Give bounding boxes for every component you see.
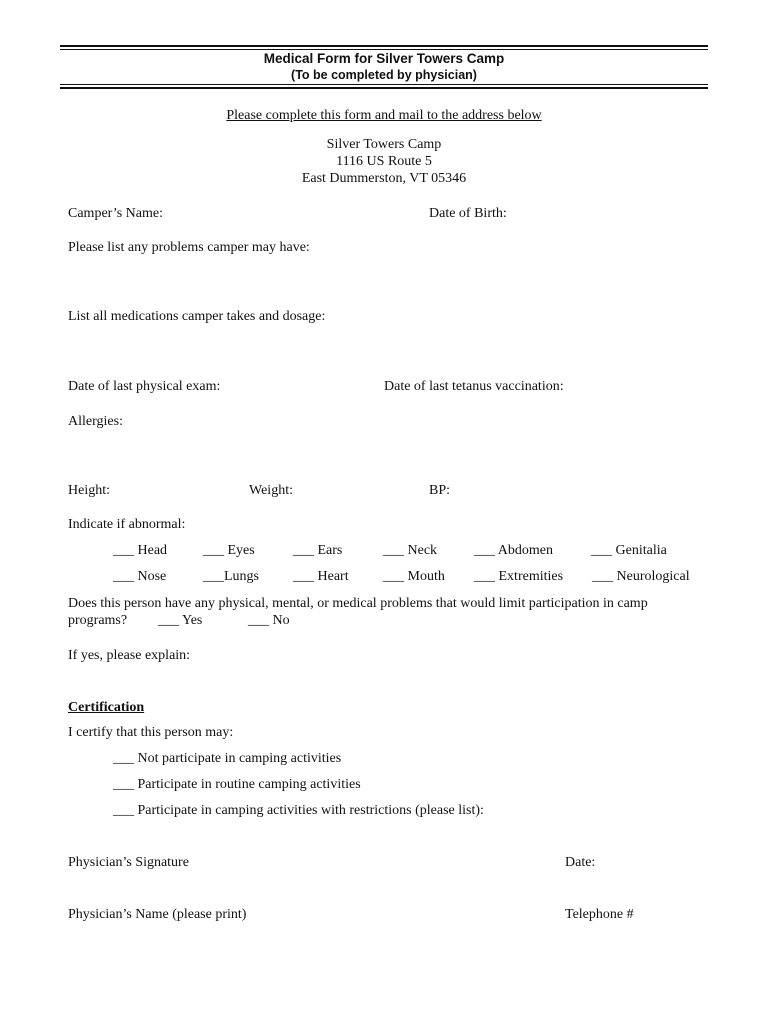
certification-option-3: ___ Participate in camping activities with restrictions (please list): [113, 803, 484, 818]
header-rule-top-1 [60, 45, 708, 47]
abnormal-neck: ___ Neck [383, 543, 438, 558]
medications-label: List all medications camper takes and dosage: [68, 309, 326, 324]
abnormal-lungs: ___Lungs [203, 569, 259, 584]
abnormal-nose: ___ Nose [113, 569, 167, 584]
form-subtitle: (To be completed by physician) [291, 68, 477, 82]
abnormal-ears: ___ Ears [293, 543, 343, 558]
abnormal-mouth: ___ Mouth [383, 569, 445, 584]
limits-question-line-1: Does this person have any physical, mental, or medical problems that would limit participation in camp [68, 596, 648, 611]
address-line-1: Silver Towers Camp [326, 137, 442, 152]
weight-label: Weight: [249, 483, 293, 498]
signature-date-label: Date: [565, 855, 596, 870]
certification-option-1: ___ Not participate in camping activities [113, 751, 342, 766]
limits-no: ___ No [248, 613, 290, 628]
physician-name-label: Physician’s Name (please print) [68, 907, 247, 922]
abnormal-abdomen: ___ Abdomen [474, 543, 553, 558]
header-rule-bottom-2 [60, 87, 708, 89]
abnormal-extremities: ___ Extremities [474, 569, 564, 584]
last-physical-label: Date of last physical exam: [68, 379, 221, 394]
limits-yes: ___ Yes [158, 613, 203, 628]
certification-heading: Certification [68, 700, 145, 715]
dob-label: Date of Birth: [429, 206, 507, 221]
form-title: Medical Form for Silver Towers Camp [263, 51, 505, 66]
physician-signature-label: Physician’s Signature [68, 855, 189, 870]
abnormal-neurological: ___ Neurological [592, 569, 690, 584]
address-line-3: East Dummerston, VT 05346 [301, 171, 467, 186]
bp-label: BP: [429, 483, 451, 498]
camper-name-label: Camper’s Name: [68, 206, 163, 221]
allergies-label: Allergies: [68, 414, 123, 429]
abnormal-genitalia: ___ Genitalia [591, 543, 667, 558]
abnormal-heart: ___ Heart [293, 569, 349, 584]
header-rule-bottom-1 [60, 84, 708, 85]
abnormal-label: Indicate if abnormal: [68, 517, 186, 532]
telephone-label: Telephone # [565, 907, 634, 922]
abnormal-eyes: ___ Eyes [203, 543, 255, 558]
limits-question-line-2: programs? [68, 613, 128, 628]
abnormal-head: ___ Head [113, 543, 168, 558]
certification-option-2: ___ Participate in routine camping activities [113, 777, 361, 792]
mail-instruction: Please complete this form and mail to the address below [226, 108, 542, 123]
height-label: Height: [68, 483, 110, 498]
address-line-2: 1116 US Route 5 [336, 154, 432, 169]
problems-label: Please list any problems camper may have: [68, 240, 310, 255]
explain-label: If yes, please explain: [68, 648, 191, 663]
certification-intro: I certify that this person may: [68, 725, 234, 740]
last-tetanus-label: Date of last tetanus vaccination: [384, 379, 564, 394]
